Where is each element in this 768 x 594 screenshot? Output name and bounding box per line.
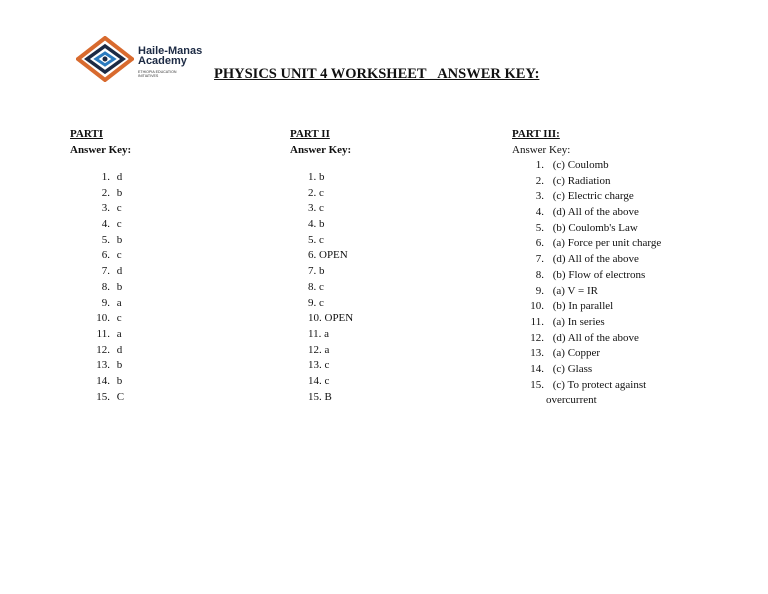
item-number: 15. [96,390,110,403]
list-item [290,374,490,390]
item-number: 6. [308,249,317,262]
item-answer: b [116,359,123,372]
list-item [512,346,752,362]
item-answer: (c) Coulomb [552,159,609,171]
list-item [70,390,270,406]
item-number: 2. [308,186,317,199]
item-number: 11. [308,327,322,340]
item-number: 15. [530,378,544,391]
list-item [512,268,752,284]
list-item [290,358,490,374]
item-number: 7. [308,265,317,278]
list-item [290,217,490,233]
list-item [512,331,752,347]
item-answer: OPEN [324,312,354,325]
item-answer: b [116,374,123,387]
item-answer: c [324,374,330,387]
list-item [290,201,490,217]
item-number: 14. [530,362,544,375]
item-number: 7. [101,265,110,278]
item-number: 12. [308,343,322,356]
item-answer: c [324,359,330,372]
item-number: 9. [101,296,110,309]
part-2-answer-list [290,170,490,405]
list-item [290,280,490,296]
list-item [70,186,270,202]
item-number: 1. [101,171,110,183]
item-number: 10. [530,300,544,313]
item-answer: c [116,249,122,262]
item-number: 10. [308,312,322,325]
item-number: 3. [101,202,110,215]
item-answer: (c) Electric charge [552,190,634,203]
list-item [290,186,490,202]
item-number: 4. [308,218,317,231]
part-3-answer-list [512,158,752,393]
list-item [290,390,490,406]
part-2-subheading: Answer Key: [290,144,352,156]
item-answer: c [319,296,324,309]
list-item [512,158,752,174]
part-2-heading: PART II [290,128,330,140]
list-item [512,299,752,315]
list-item [70,311,270,327]
item-answer: b [319,265,325,278]
item-number: 5. [535,221,544,234]
list-item [512,252,752,268]
item-answer: a [324,327,329,340]
item-number: 6. [101,249,110,262]
item-answer: d [116,343,123,356]
part-2-column [290,126,490,405]
item-answer: (d) All of the above [552,206,639,219]
item-number: 1. [535,159,544,171]
item-answer: c [116,202,122,215]
item-number: 3. [308,202,317,215]
list-item [290,170,490,186]
item-answer: c [319,202,324,215]
page-title: PHYSICS UNIT 4 WORKSHEET _ANSWER KEY: [214,66,540,82]
item-answer: b [116,233,123,246]
item-answer: (c) Radiation [552,174,611,187]
item-number: 5. [101,233,110,246]
item-answer: b [116,186,123,199]
list-item [512,221,752,237]
list-item [512,315,752,331]
part-1-answer-list [70,170,270,405]
item-answer: a [116,296,122,309]
item-answer: OPEN [319,249,348,262]
item-number: 3. [535,190,544,203]
list-item [290,311,490,327]
part-3-item-15-continuation: overcurrent [546,394,597,407]
list-item [70,201,270,217]
logo-emblem-icon [76,36,134,82]
item-answer: a [324,343,330,356]
item-answer: B [324,390,332,403]
list-item [290,327,490,343]
list-item [290,343,490,359]
list-item [70,170,270,186]
item-answer: b [319,171,325,183]
item-number: 13. [96,359,110,372]
item-number: 1. [308,171,317,183]
list-item [290,233,490,249]
part-3-column [512,126,752,409]
item-number: 6. [535,237,544,250]
list-item [512,174,752,190]
part-1-subheading: Answer Key: [70,144,132,156]
item-answer: (a) In series [552,315,605,328]
item-answer: (d) All of the above [552,253,639,266]
list-item [512,189,752,205]
item-number: 10. [96,312,110,325]
item-answer: c [116,312,122,325]
item-number: 8. [535,268,544,281]
list-item [290,264,490,280]
item-answer: b [319,218,325,231]
item-answer: c [116,218,122,231]
item-number: 4. [101,218,110,231]
item-number: 14. [96,374,110,387]
list-item [70,374,270,390]
item-number: 14. [308,374,322,387]
list-item [290,248,490,264]
item-number: 2. [535,174,544,187]
item-answer: b [116,280,123,293]
part-3-heading: PART III: [512,128,560,140]
logo-name: Haile-Manas Academy [138,45,203,67]
list-item [70,280,270,296]
list-item [70,296,270,312]
item-answer: (d) All of the above [552,331,639,344]
item-number: 5. [308,233,317,246]
list-item [512,205,752,221]
academy-logo [76,36,216,82]
list-item [512,236,752,252]
item-answer: (a) V = IR [552,284,598,297]
item-number: 8. [308,280,317,293]
item-answer: d [116,171,123,183]
item-number: 9. [535,284,544,297]
list-item [70,233,270,249]
item-number: 11. [530,315,544,328]
item-answer: c [319,186,324,199]
list-item [70,217,270,233]
item-answer: d [116,265,123,278]
item-answer: C [116,390,125,403]
list-item [290,296,490,312]
list-item [512,362,752,378]
item-number: 13. [530,347,544,360]
list-item [512,378,752,394]
item-answer: (a) Copper [552,347,601,360]
logo-tagline: ETHIOPIA EDUCATION INITIATIVES [138,70,177,78]
item-number: 2. [101,186,110,199]
list-item [70,343,270,359]
item-number: 11. [96,327,110,340]
item-number: 9. [308,296,317,309]
item-number: 12. [530,331,544,344]
item-number: 13. [308,359,322,372]
item-answer: (b) Flow of electrons [552,268,646,281]
item-answer: (b) In parallel [552,300,614,313]
item-number: 12. [96,343,110,356]
item-answer: (c) Glass [552,362,593,375]
item-answer: (c) To protect against [552,378,647,391]
item-number: 7. [535,253,544,266]
item-number: 4. [535,206,544,219]
part-1-heading: PARTI [70,128,104,140]
item-answer: (a) Force per unit charge [552,237,662,250]
list-item [70,264,270,280]
list-item [70,327,270,343]
list-item [512,284,752,300]
list-item [70,248,270,264]
item-answer: c [319,233,324,246]
list-item [70,358,270,374]
item-answer: (b) Coulomb's Law [552,221,638,234]
item-answer: c [319,280,324,293]
item-number: 8. [101,280,110,293]
item-answer: a [116,327,122,340]
item-number: 15. [308,390,322,403]
part-3-subheading: Answer Key: [512,144,571,156]
part-1-column [70,126,270,405]
